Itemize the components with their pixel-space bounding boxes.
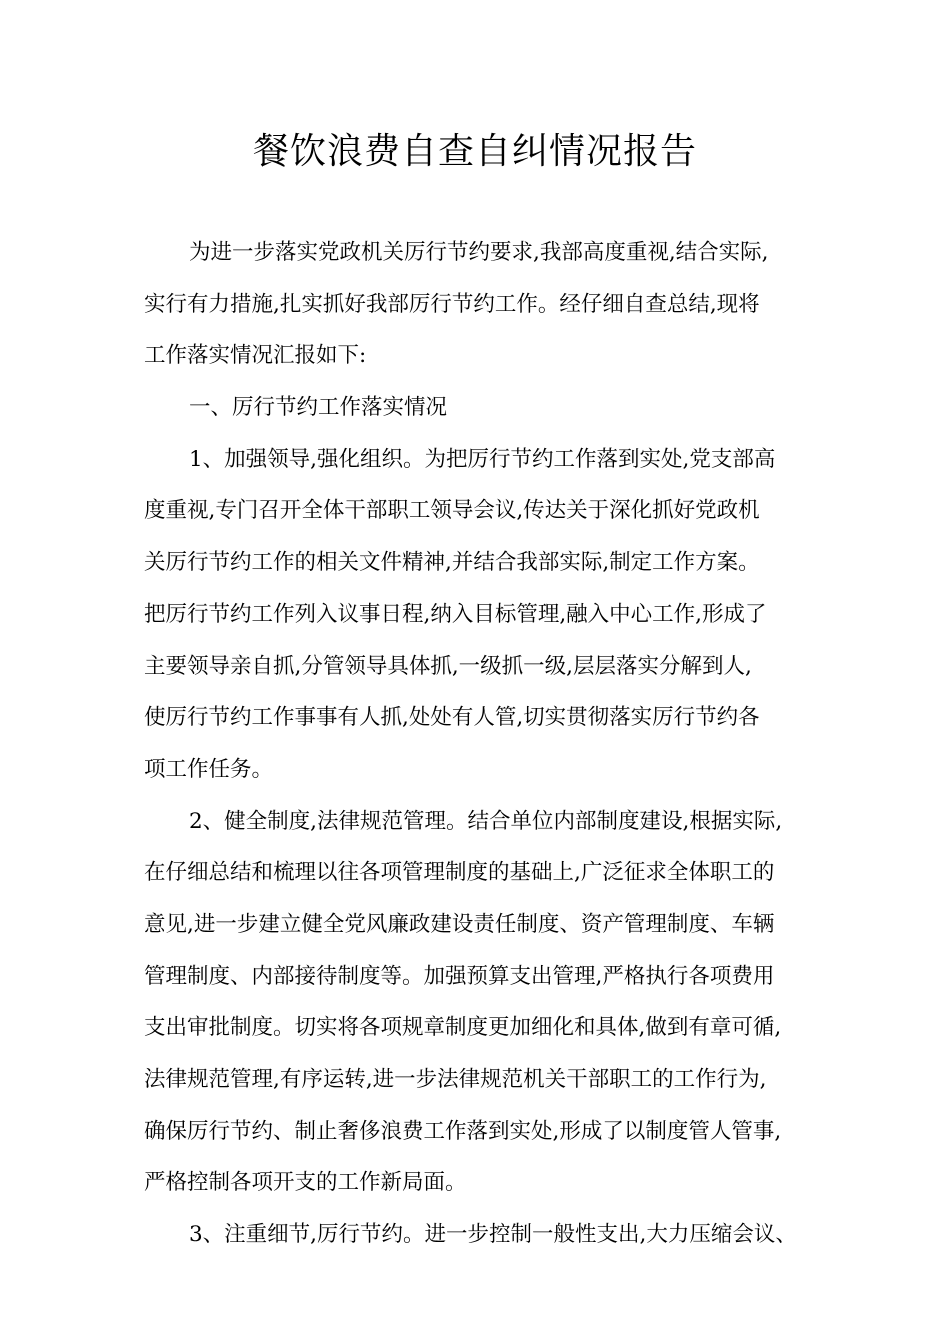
paragraph-line: 法律规范管理,有序运转,进一步法律规范机关干部职工的工作行为,	[144, 1067, 767, 1092]
section-heading: 一、厉行节约工作落实情况	[189, 395, 448, 421]
paragraph-line: 在仔细总结和梳理以往各项管理制度的基础上,广泛征求全体职工的	[144, 860, 775, 886]
paragraph-line: 关厉行节约工作的相关文件精神,并结合我部实际,制定工作方案。	[144, 550, 760, 576]
paragraph-line: 严格控制各项开支的工作新局面。	[144, 1170, 467, 1196]
document-body	[144, 227, 844, 1261]
paragraph-line: 实行有力措施,扎实抓好我部厉行节约工作。经仔细自查总结,现将	[144, 291, 760, 317]
paragraph-line: 管理制度、内部接待制度等。加强预算支出管理,严格执行各项费用	[144, 963, 775, 989]
document-title: 餐饮浪费自查自纠情况报告	[252, 131, 697, 172]
paragraph-line: 支出审批制度。切实将各项规章制度更加细化和具体,做到有章可循,	[144, 1015, 782, 1041]
paragraph-line: 2、健全制度,法律规范管理。结合单位内部制度建设,根据实际,	[189, 808, 783, 834]
paragraph-line: 度重视,专门召开全体干部职工领导会议,传达关于深化抓好党政机	[144, 498, 760, 524]
paragraph-line: 工作落实情况汇报如下:	[144, 343, 367, 369]
paragraph-line: 主要领导亲自抓,分管领导具体抓,一级抓一级,层层落实分解到人,	[144, 653, 752, 679]
paragraph-line: 为进一步落实党政机关厉行节约要求,我部高度重视,结合实际,	[189, 240, 769, 265]
paragraph-line: 项工作任务。	[144, 756, 274, 782]
paragraph-line: 1、加强领导,强化组织。为把厉行节约工作落到实处,党支部高	[189, 446, 776, 472]
paragraph-line: 确保厉行节约、制止奢侈浪费工作落到实处,形成了以制度管人管事,	[144, 1118, 782, 1144]
paragraph-line: 把厉行节约工作列入议事日程,纳入目标管理,融入中心工作,形成了	[144, 601, 767, 627]
paragraph-line: 使厉行节约工作事事有人抓,处处有人管,切实贯彻落实厉行节约各	[144, 705, 760, 731]
paragraph-line: 意见,进一步建立健全党风廉政建设责任制度、资产管理制度、车辆	[144, 911, 775, 937]
paragraph-line: 3、注重细节,厉行节约。进一步控制一般性支出,大力压缩会议、	[189, 1222, 797, 1248]
